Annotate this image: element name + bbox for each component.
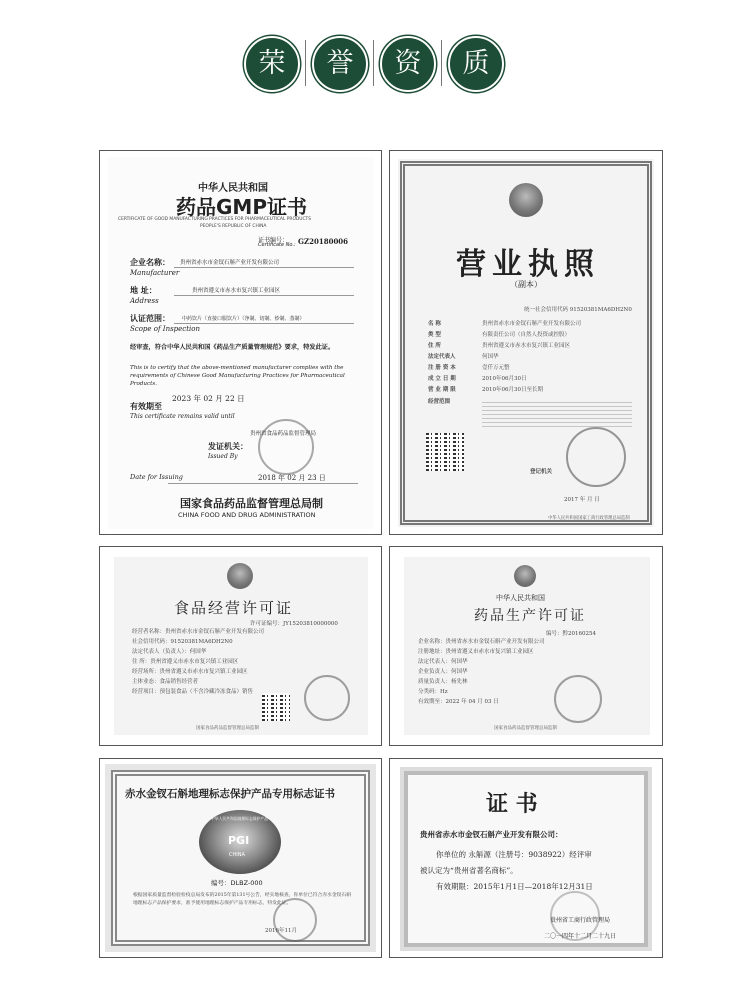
- national-emblem-icon: [514, 565, 536, 587]
- food-seal: [304, 675, 350, 721]
- header-char-rong: 荣: [244, 36, 300, 92]
- gmp-number: GZ20180006: [298, 237, 349, 246]
- license-row-value: 何国华: [482, 354, 499, 360]
- license-row-key: 成 立 日 期: [428, 376, 456, 382]
- trademark-company: 贵州省赤水市金钗石斛产业开发有限公司：: [420, 830, 563, 839]
- geo-date: 2016年11月: [265, 928, 297, 934]
- license-credit-code: 统一社会信用代码 91520381MA6DH2N0: [524, 307, 632, 313]
- gmp-seal: [258, 419, 314, 475]
- gmp-date: 2018 年 02 月 23 日: [258, 474, 326, 482]
- geo-title: 赤水金钗石斛地理标志保护产品专用标志证书: [125, 788, 335, 800]
- license-row-key: 类 型: [428, 332, 441, 338]
- drug-row: 企业名称：贵州省赤水市金钗石斛产业开发有限公司: [418, 639, 545, 645]
- license-scope-label: 经营范围: [428, 399, 451, 405]
- geo-paper: [105, 764, 376, 952]
- gmp-scope: 中药饮片（直接口服饮片）（净制、切制、炒制、蒸制）: [182, 316, 305, 322]
- food-number: 许可证编号：JY15203810000000: [250, 621, 338, 627]
- geo-certificate: [99, 758, 382, 958]
- gmp-valid-en: This certificate remains valid until: [130, 413, 235, 420]
- gmp-scope-label: 认证范围：: [130, 313, 170, 323]
- food-footer: 国家食品药品监督管理总局监制: [196, 726, 259, 731]
- license-row-key: 住 所: [428, 343, 441, 349]
- license-seal: [566, 427, 626, 487]
- gmp-statement: 经审查，符合中华人民共和国《药品生产质量管理规范》要求，特发此证。: [130, 344, 335, 351]
- gmp-number-label-en: Certificate No.:: [258, 242, 296, 248]
- license-row-key: 名 称: [428, 321, 441, 327]
- license-row-value: 贵州省遵义市赤水市复兴镇工业园区: [482, 343, 571, 349]
- gmp-footer-en: CHINA FOOD AND DRUG ADMINISTRATION: [178, 511, 316, 519]
- gmp-title: 药品GMP证书: [176, 195, 307, 219]
- license-footer: 中华人民共和国国家工商行政管理总局监制: [548, 516, 630, 521]
- gmp-company-label: 企业名称：: [130, 257, 170, 267]
- gmp-company: 贵州省赤水市金钗石斛产业开发有限公司: [180, 260, 280, 266]
- license-registrar: 登记机关: [530, 469, 553, 475]
- gmp-address-label: 地 址：: [130, 285, 157, 295]
- drug-row: 分类码：Hz: [418, 689, 448, 695]
- trademark-issuer: 贵州省工商行政管理局: [550, 917, 611, 924]
- license-row-value: 壹仟万元整: [482, 365, 510, 371]
- gmp-underline: [168, 483, 358, 484]
- drug-row: 质量负责人：杨先林: [418, 679, 468, 685]
- trademark-line3: 有效期限：2015年1月1日—2018年12月31日: [436, 882, 593, 891]
- gmp-address-en: Address: [130, 297, 159, 305]
- food-row: 主体业态：食品销售经营者: [132, 679, 199, 685]
- license-row-value: 2010年06月30日: [482, 376, 527, 382]
- drug-title: 药品生产许可证: [474, 608, 586, 624]
- license-row-key: 注 册 资 本: [428, 365, 456, 371]
- food-row: 社会信用代码：91520381MA6DH2N0: [132, 639, 233, 645]
- gmp-address: 贵州省遵义市赤水市复兴镇工业园区: [192, 288, 281, 294]
- license-row-value: 有限责任公司（自然人投资或控股）: [482, 332, 571, 338]
- food-license: [99, 546, 382, 746]
- food-row: 经营场所：贵州省遵义市赤水市复兴镇工业园区: [132, 669, 248, 675]
- gmp-number-label: 证书编号：: [258, 237, 289, 244]
- license-date: 2017 年 月 日: [564, 497, 600, 503]
- gmp-date-label: Date for Issuing: [130, 473, 183, 481]
- pgi-logo-sub: CHINA: [229, 852, 245, 858]
- gmp-company-en: Manufacturer: [130, 269, 180, 277]
- national-emblem-icon: [227, 563, 253, 589]
- food-row: 法定代表人（负责人）：何国华: [132, 649, 207, 655]
- geo-seal: [273, 898, 317, 942]
- license-row-value: 2010年06月30日至长期: [482, 387, 543, 393]
- header-char-yu: 誉: [312, 36, 368, 92]
- drug-seal: [554, 675, 602, 723]
- gmp-valid-label: 有效期至: [130, 401, 162, 411]
- drug-row: 有效期至：2022 年 04 月 03 日: [418, 699, 499, 705]
- gmp-title-en: CERTIFICATE OF GOOD MANUFACTURING PRACTICES FOR PHARMACEUTICAL PRODUCTS: [118, 217, 312, 222]
- license-row-value: 贵州省赤水市金钗石斛产业开发有限公司: [482, 321, 582, 327]
- trademark-line1: 你单位的 永斛源（注册号：9038922）经评审: [436, 850, 592, 859]
- gmp-scope-en: Scope of Inspection: [130, 325, 200, 333]
- gmp-footer: 国家食品药品监督管理总局制: [180, 497, 323, 510]
- license-qr-code: [426, 433, 464, 471]
- gmp-statement-en: This is to certify that the above-mentioned manufacturer complies with the requirements of Chinese Good Manufacturing Practices for Pharmaceutical Products.: [130, 365, 345, 387]
- drug-footer: 国家食品药品监督管理总局监制: [494, 726, 557, 731]
- food-title: 食品经营许可证: [174, 599, 294, 617]
- header-char-zhi: 质: [448, 36, 504, 92]
- gmp-valid: 2023 年 02 月 22 日: [172, 394, 245, 403]
- license-subtitle: （副本）: [510, 280, 542, 289]
- drug-row: 法定代表人：何国华: [418, 659, 468, 665]
- trademark-certificate: [389, 758, 663, 958]
- gmp-certificate: [99, 150, 382, 535]
- gmp-country: 中华人民共和国: [198, 183, 268, 194]
- food-row: 经营项目：预包装食品（不含冷藏冷冻食品）销售: [132, 689, 254, 695]
- trademark-paper: [400, 767, 652, 951]
- header-divider: [373, 40, 374, 86]
- national-emblem-icon: [509, 183, 543, 217]
- trademark-date: 二〇一四年十二月二十九日: [544, 933, 617, 940]
- pgi-logo-main: PGI: [228, 834, 250, 847]
- business-license: [389, 150, 663, 535]
- license-paper: [398, 159, 654, 527]
- food-paper: [114, 557, 368, 735]
- drug-row: 注册地址：贵州省遵义市赤水市复兴镇工业园区: [418, 649, 534, 655]
- section-header: [0, 36, 750, 92]
- pgi-logo-top: 中华人民共和国地理标志保护产品: [211, 816, 268, 821]
- trademark-line2: 被认定为“贵州省著名商标”。: [420, 866, 518, 875]
- header-divider: [305, 40, 306, 86]
- license-scope-text: [482, 399, 632, 427]
- header-char-zi: 资: [380, 36, 436, 92]
- gmp-paper: [108, 157, 373, 529]
- drug-row: 企业负责人：何国华: [418, 669, 468, 675]
- gmp-issued-en: Issued By: [208, 453, 238, 460]
- license-title: 营业执照: [456, 247, 600, 282]
- drug-number: 编号：黔20160254: [546, 631, 596, 637]
- license-row-key: 营 业 期 限: [428, 387, 456, 393]
- drug-license: [389, 546, 663, 746]
- food-row: 经营者名称：贵州省赤水市金钗石斛产业开发有限公司: [132, 629, 265, 635]
- gmp-issued-label: 发证机关：: [208, 441, 248, 451]
- gmp-underline: [174, 267, 354, 268]
- geo-body: 根据国家质量监督检验检疫总局发布的2015年第131号公告，经实地核查，你单位已符合赤水金钗石斛地理标志产品保护要求，准予使用地理标志保护产品专用标志，特发此证。: [133, 893, 352, 906]
- license-row-key: 法定代表人: [428, 354, 456, 360]
- drug-country: 中华人民共和国: [496, 594, 545, 602]
- header-divider: [441, 40, 442, 86]
- drug-paper: [404, 557, 650, 735]
- trademark-title: 证 书: [486, 792, 538, 817]
- geo-number: 编号：DLBZ-000: [211, 879, 263, 887]
- food-qr-code: [262, 693, 290, 721]
- gmp-country-en: PEOPLE'S REPUBLIC OF CHINA: [200, 224, 267, 229]
- food-row: 住 所：贵州省遵义市赤水市复兴镇工业园区: [132, 659, 239, 665]
- gmp-underline: [174, 323, 354, 324]
- gmp-issuer: 贵州省食品药品监督管理局: [250, 431, 317, 437]
- gmp-underline: [174, 295, 354, 296]
